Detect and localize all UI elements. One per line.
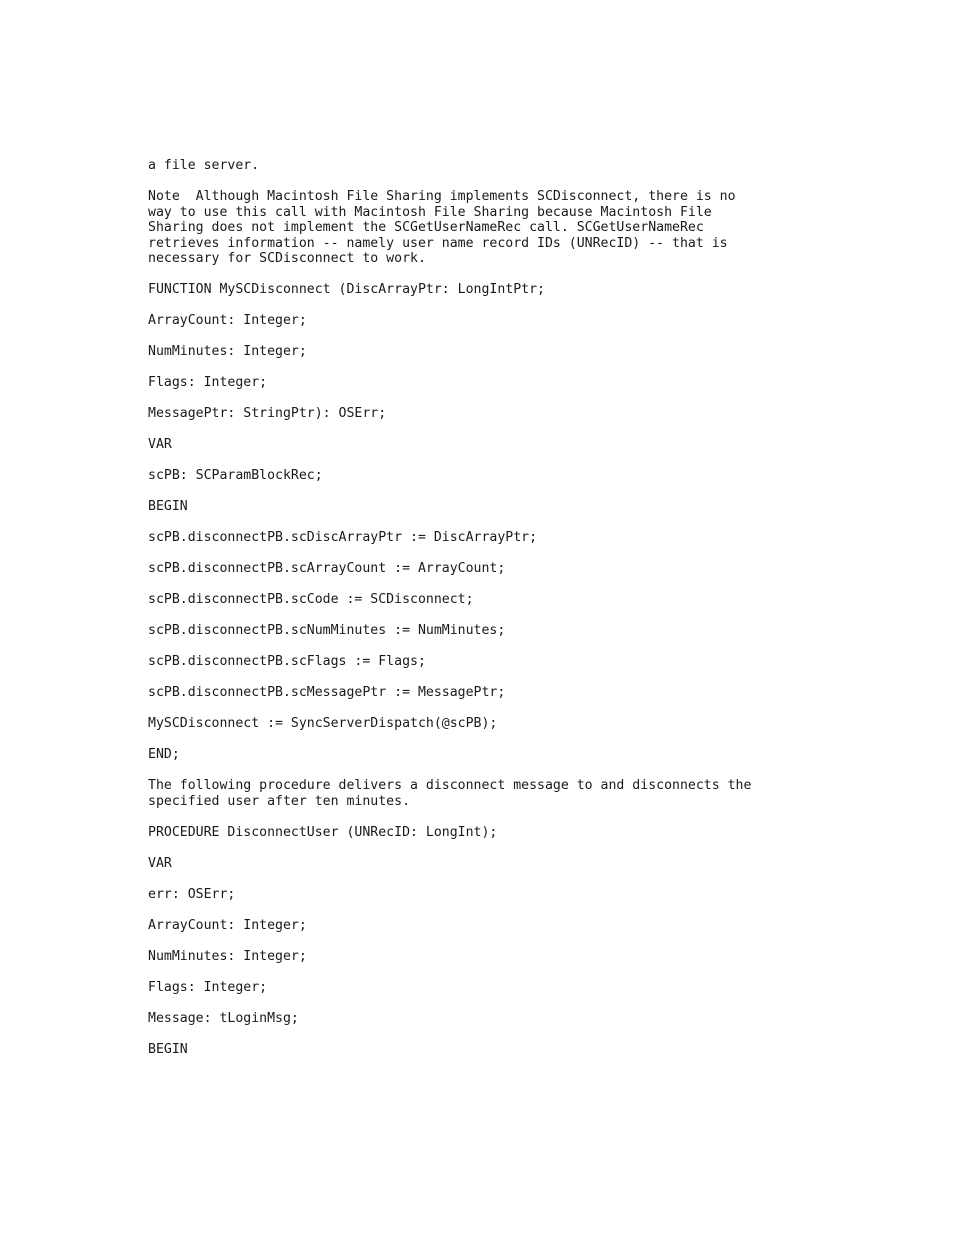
- code-line: PROCEDURE DisconnectUser (UNRecID: LongInt);: [148, 824, 498, 840]
- code-line: scPB.disconnectPB.scCode := SCDisconnect;: [148, 592, 474, 607]
- note-paragraph: Note Although Macintosh File Sharing implements SCDisconnect, there is no way to use this call with Macintosh File Sharing because Macintosh File Sharing does not implement the SCGetUserNameRec call. SCGetUserNameRec retrieves information -- namely user name record IDs (UNRecID) -- that is necessary for SCDisconnect to work.: [148, 189, 736, 266]
- code-line: scPB: SCParamBlockRec;: [148, 468, 323, 483]
- code-line: ArrayCount: Integer;: [148, 917, 307, 933]
- code-line: VAR: [148, 437, 172, 452]
- paragraph: The following procedure delivers a disconnect message to and disconnects the specified user after ten minutes.: [148, 778, 752, 809]
- code-line: NumMinutes: Integer;: [148, 948, 307, 964]
- code-line: FUNCTION MySCDisconnect (DiscArrayPtr: LongIntPtr;: [148, 282, 545, 297]
- code-line: scPB.disconnectPB.scArrayCount := ArrayCount;: [148, 561, 506, 576]
- code-line: BEGIN: [148, 499, 188, 514]
- code-line: MySCDisconnect := SyncServerDispatch(@scPB);: [148, 716, 498, 731]
- code-line: scPB.disconnectPB.scFlags := Flags;: [148, 654, 426, 669]
- code-line: err: OSErr;: [148, 886, 236, 902]
- code-line: ArrayCount: Integer;: [148, 313, 307, 328]
- code-line: Message: tLoginMsg;: [148, 1010, 299, 1026]
- code-line: MessagePtr: StringPtr): OSErr;: [148, 406, 387, 421]
- code-line: scPB.disconnectPB.scMessagePtr := MessagePtr;: [148, 685, 506, 700]
- code-line: END;: [148, 747, 180, 762]
- code-line: scPB.disconnectPB.scDiscArrayPtr := DiscArrayPtr;: [148, 530, 538, 545]
- code-line: BEGIN: [148, 1041, 188, 1057]
- code-line: Flags: Integer;: [148, 375, 268, 390]
- code-line: NumMinutes: Integer;: [148, 344, 307, 359]
- paragraph: a file server.: [148, 158, 260, 173]
- code-line: VAR: [148, 855, 172, 871]
- document-body: [148, 158, 908, 1073]
- code-line: scPB.disconnectPB.scNumMinutes := NumMinutes;: [148, 623, 506, 638]
- code-line: Flags: Integer;: [148, 979, 268, 995]
